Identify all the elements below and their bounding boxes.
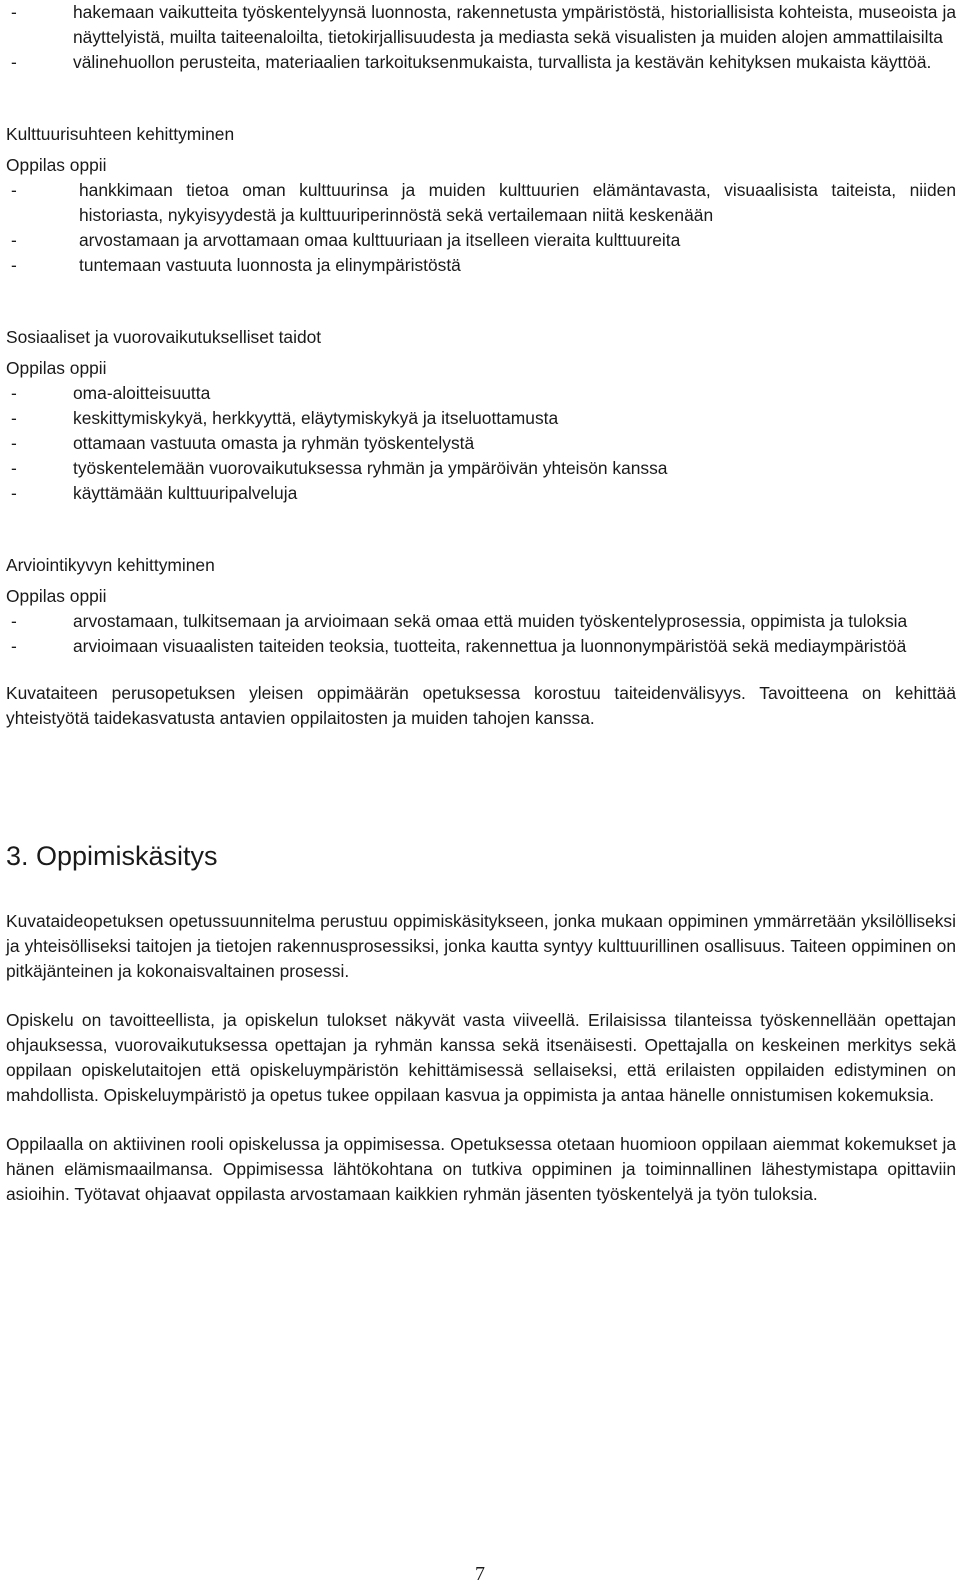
list-item: - käyttämään kulttuuripalveluja bbox=[6, 481, 956, 506]
list-item-text: välinehuollon perusteita, materiaalien tarkoituksenmukaista, turvallista ja kestävän kehityksen mukaista käyttöä. bbox=[73, 52, 932, 72]
list-item-text: arvostamaan ja arvottamaan omaa kulttuuriaan ja itselleen vieraita kulttuureita bbox=[79, 230, 681, 250]
list-item: - arvostamaan, tulkitsemaan ja arvioimaan sekä omaa että muiden työskentelyprosessia, oppimista ja tuloksia bbox=[6, 609, 956, 634]
section-social bbox=[6, 325, 956, 506]
list-item: - oma-aloitteisuutta bbox=[6, 381, 956, 406]
closing-paragraph: Kuvataiteen perusopetuksen yleisen oppimäärän opetuksessa korostuu taiteidenvälisyys. Tavoitteena on kehittää yhteistyötä taidekasvatusta antavien oppilaitosten ja muiden tahojen kanssa. bbox=[6, 683, 956, 728]
section-lead: Oppilas oppii bbox=[6, 358, 107, 378]
section-assessment bbox=[6, 553, 956, 659]
section-cultural bbox=[6, 122, 956, 278]
list-item-text: keskittymiskykyä, herkkyyttä, eläytymiskykyä ja itseluottamusta bbox=[73, 408, 559, 428]
list-item: - hakemaan vaikutteita työskentelyynsä luonnosta, rakennetusta ympäristöstä, historiallisista kohteista, museoista ja näyttelyistä, muilta taiteenaloilta, tietokirjallisuudesta ja mediasta sekä visualisten ja muiden alojen ammattilaisilta bbox=[6, 0, 956, 50]
document-page bbox=[6, 0, 956, 1207]
list-item-text: arvioimaan visuaalisten taiteiden teoksia, tuotteita, rakennettua ja luonnonympäristöä sekä mediaympäristöä bbox=[73, 636, 907, 656]
intro-list bbox=[6, 0, 956, 75]
page-number: 7 bbox=[475, 1563, 485, 1585]
list-item: - hankkimaan tietoa oman kulttuurinsa ja muiden kulttuurien elämäntavasta, visuaalisista taiteista, niiden historiasta, nykyisyydestä ja kulttuuriperinnöstä sekä vertailemaan niitä keskenään bbox=[6, 178, 956, 228]
list-item: - arvioimaan visuaalisten taiteiden teoksia, tuotteita, rakennettua ja luonnonympäristöä sekä mediaympäristöä bbox=[6, 634, 956, 659]
list-item: - keskittymiskykyä, herkkyyttä, eläytymiskykyä ja itseluottamusta bbox=[6, 406, 956, 431]
chapter-paragraph: Kuvataideopetuksen opetussuunnitelma perustuu oppimiskäsitykseen, jonka mukaan oppiminen ymmärretään yksilölliseksi ja yhteisölliseksi taitojen ja tietojen rakennusprosessiksi, jonka kautta syntyy kulttuurillinen osallisuus. Taiteen oppiminen on pitkäjänteinen ja kokonaisvaltainen prosessi. bbox=[6, 911, 956, 981]
chapter-paragraph: Opiskelu on tavoitteellista, ja opiskelun tulokset näkyvät vasta viiveellä. Erilaisissa tilanteissa työskennellään opettajan ohjauksessa, vuorovaikutuksessa opettajan ja ryhmän kanssa sekä itsenäisesti. Opettajalla on keskeinen merkitys sekä oppilaan opiskelutaitojen että opiskeluympäristön kehittämisessä sellaiseksi, että erilaisten oppilaiden edistyminen on mahdollista. Opiskeluympäristö ja opetus tukee oppilaan kasvua ja oppimista ja antaa hänelle onnistumisen kokemuksia. bbox=[6, 1010, 956, 1105]
list-item: - ottamaan vastuuta omasta ja ryhmän työskentelystä bbox=[6, 431, 956, 456]
chapter-title: 3. Oppimiskäsitys bbox=[6, 841, 218, 871]
list-item: - tuntemaan vastuuta luonnosta ja elinympäristöstä bbox=[6, 253, 956, 278]
list-item-text: hankkimaan tietoa oman kulttuurinsa ja muiden kulttuurien elämäntavasta, visuaalisista taiteista, niiden historiasta, nykyisyydestä ja kulttuuriperinnöstä sekä vertailemaan niitä keskenään bbox=[79, 180, 956, 225]
section-lead: Oppilas oppii bbox=[6, 586, 107, 606]
list-item-text: arvostamaan, tulkitsemaan ja arvioimaan sekä omaa että muiden työskentelyprosessia, oppimista ja tuloksia bbox=[73, 611, 908, 631]
list-item-text: työskentelemään vuorovaikutuksessa ryhmän ja ympäröivän yhteisön kanssa bbox=[73, 458, 668, 478]
list-item-text: käyttämään kulttuuripalveluja bbox=[73, 483, 298, 503]
list-item: - arvostamaan ja arvottamaan omaa kulttuuriaan ja itselleen vieraita kulttuureita bbox=[6, 228, 956, 253]
list-item-text: tuntemaan vastuuta luonnosta ja elinympäristöstä bbox=[79, 255, 461, 275]
list-item: - välinehuollon perusteita, materiaalien tarkoituksenmukaista, turvallista ja kestävän kehityksen mukaista käyttöä. bbox=[6, 50, 956, 75]
section-lead: Oppilas oppii bbox=[6, 155, 107, 175]
chapter-paragraph: Oppilaalla on aktiivinen rooli opiskelussa ja oppimisessa. Opetuksessa otetaan huomioon oppilaan aiemmat kokemukset ja hänen elämismaailmansa. Oppimisessa lähtökohtana on tutkiva oppiminen ja toiminnallinen lähestymistapa opittaviin asioihin. Työtavat ohjaavat oppilasta arvostamaan kaikkien ryhmän jäsenten työskentelyä ja työn tuloksia. bbox=[6, 1134, 956, 1204]
list-item-text: hakemaan vaikutteita työskentelyynsä luonnosta, rakennetusta ympäristöstä, historiallisista kohteista, museoista ja näyttelyistä, muilta taiteenaloilta, tietokirjallisuudesta ja mediasta sekä visualisten ja muiden alojen ammattilaisilta bbox=[73, 2, 956, 47]
section-heading: Sosiaaliset ja vuorovaikutukselliset taidot bbox=[6, 327, 322, 347]
section-heading: Arviointikyvyn kehittyminen bbox=[6, 555, 215, 575]
list-item-text: oma-aloitteisuutta bbox=[73, 383, 211, 403]
list-item: - työskentelemään vuorovaikutuksessa ryhmän ja ympäröivän yhteisön kanssa bbox=[6, 456, 956, 481]
section-heading: Kulttuurisuhteen kehittyminen bbox=[6, 124, 235, 144]
list-item-text: ottamaan vastuuta omasta ja ryhmän työskentelystä bbox=[73, 433, 475, 453]
